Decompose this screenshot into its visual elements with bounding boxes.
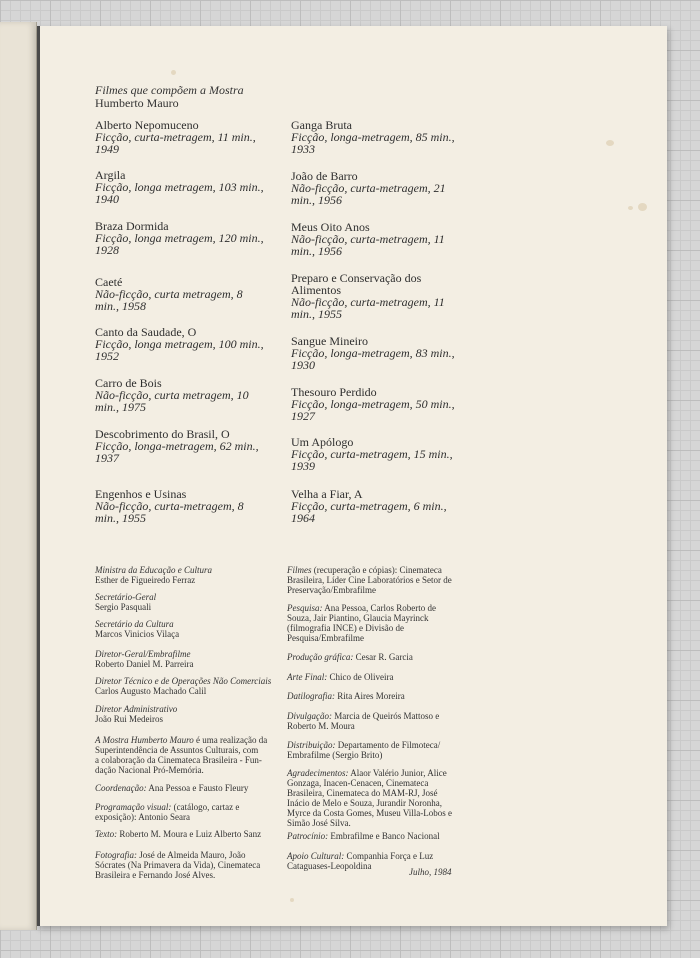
credit-text: Companhia Força e Luz (344, 851, 434, 861)
film-title: Sangue Mineiro (291, 334, 368, 348)
credit-text: Superintendência de Assuntos Culturais, com (95, 745, 259, 755)
credit-role: Coordenação: (95, 783, 147, 793)
credit-name: João Rui Medeiros (95, 714, 163, 724)
credit-text: Ana Pessoa e Fausto Fleury (146, 783, 249, 793)
credit-text: é uma realização da (193, 735, 268, 745)
credit-mostra-statement (95, 735, 267, 775)
credit-diretor-geral (95, 649, 193, 669)
credit-text: Roberto M. Moura (287, 721, 355, 731)
credit-secretario-geral (95, 592, 156, 612)
credit-text: Sócrates (Na Primavera da Vida), Cinemateca (95, 860, 261, 870)
film-title: Descobrimento do Brasil, O (95, 427, 230, 441)
credit-text: exposição): Antonio Seara (95, 812, 190, 822)
credit-name: Esther de Figueiredo Ferraz (95, 575, 196, 585)
credit-text: Brasileira, Líder Cine Laboratórios e Setor de (287, 575, 452, 585)
credit-text: Alaor Valério Junior, Alice (348, 768, 447, 778)
film-title: Meus Oito Anos (291, 220, 370, 234)
credit-filmes (287, 565, 452, 595)
stain-mark (290, 898, 294, 902)
credit-text: José de Almeida Mauro, João (137, 850, 246, 860)
credit-text: (catálogo, cartaz e (171, 802, 240, 812)
credit-role: Diretor Administrativo (95, 704, 178, 714)
stain-mark (628, 206, 633, 210)
film-description: Ficção, curta-metragem, 11 min., (95, 130, 256, 144)
film-description: min., 1975 (95, 400, 146, 414)
credit-text: a colaboração da Cinemateca Brasileira - Fun- (95, 755, 262, 765)
stain-mark (606, 140, 614, 146)
film-description: 1928 (95, 243, 119, 257)
film-title: Velha a Fiar, A (291, 487, 363, 501)
credit-text: Cesar R. Garcia (353, 652, 413, 662)
credit-role: Secretário da Cultura (95, 619, 174, 629)
film-description: 1964 (291, 511, 315, 525)
previous-page-edge (0, 22, 37, 930)
credit-text: Pesquisa/Embrafilme (287, 633, 364, 643)
film-title: João de Barro (291, 169, 358, 183)
film-entry (291, 436, 453, 472)
credit-text: Inácio de Melo e Souza, Jurandir Noronha, (287, 798, 442, 808)
film-description: min., 1958 (95, 299, 146, 313)
film-title: Um Apólogo (291, 435, 354, 449)
credit-name: Carlos Augusto Machado Calil (95, 686, 207, 696)
film-description: Não-ficção, curta-metragem, 11 (291, 295, 445, 309)
credit-text: (filmografia INCE) e Divisão de (287, 623, 404, 633)
credit-role: Secretário-Geral (95, 592, 157, 602)
heading-line-2: Humberto Mauro (95, 96, 179, 110)
credit-distribuicao (287, 740, 440, 760)
credit-role: Patrocínio: (287, 831, 329, 841)
credit-text: dação Nacional Pró-Memória. (95, 765, 204, 775)
page-binding-edge (37, 26, 40, 926)
credit-text: Marcia de Queirós Mattoso e (332, 711, 440, 721)
credit-divulgacao (287, 711, 439, 731)
film-list-heading (95, 84, 244, 110)
film-description: Ficção, longa metragem, 103 min., (95, 180, 264, 194)
film-description: Ficção, longa-metragem, 62 min., (95, 439, 259, 453)
film-description: min., 1956 (291, 244, 342, 258)
film-description: 1940 (95, 192, 119, 206)
film-description: Ficção, longa metragem, 120 min., (95, 231, 264, 245)
film-description: Ficção, curta-metragem, 6 min., (291, 499, 447, 513)
stain-mark (638, 203, 647, 211)
film-description: 1933 (291, 142, 315, 156)
film-entry (291, 488, 447, 524)
credit-agradecimentos (287, 768, 452, 828)
film-title: Engenhos e Usinas (95, 487, 187, 501)
credit-texto (95, 829, 261, 839)
film-description: Ficção, curta-metragem, 15 min., (291, 447, 453, 461)
credit-text: Myrce da Costa Gomes, Museu Villa-Lobos e (287, 808, 453, 818)
credit-coordenacao (95, 783, 248, 793)
film-entry (95, 488, 244, 524)
credit-role: A Mostra Humberto Mauro (95, 735, 194, 745)
film-description: Não-ficção, curta metragem, 10 (95, 388, 249, 402)
film-title: Alberto Nepomuceno (95, 118, 199, 132)
film-title: Thesouro Perdido (291, 385, 377, 399)
film-title: Preparo e Conservação dos (291, 271, 422, 285)
credit-role: Agradecimentos: (287, 768, 349, 778)
film-description: min., 1955 (95, 511, 146, 525)
credit-text: Chico de Oliveira (327, 672, 394, 682)
film-entry (291, 221, 445, 257)
credit-fotografia (95, 850, 260, 880)
film-description: Não-ficção, curta-metragem, 8 (95, 499, 244, 513)
credit-name: Sergio Pasquali (95, 602, 152, 612)
film-description: 1927 (291, 409, 315, 423)
film-entry (95, 428, 259, 464)
stain-mark (171, 70, 176, 75)
credit-text: Brasileira e Fernando José Alves. (95, 870, 216, 880)
credit-role: Texto: (95, 829, 118, 839)
film-description: 1930 (291, 358, 315, 372)
credit-text: Embrafilme (Sergio Brito) (287, 750, 383, 760)
heading-line-1: Filmes que compõem a Mostra (95, 83, 244, 97)
film-description: Ficção, longa metragem, 100 min., (95, 337, 264, 351)
credit-role: Apoio Cultural: (287, 851, 345, 861)
credit-text: Roberto M. Moura e Luiz Alberto Sanz (117, 829, 262, 839)
credit-ministra (95, 565, 212, 585)
credit-role: Diretor-Geral/Embrafilme (95, 649, 191, 659)
film-title: Alimentos (291, 283, 341, 297)
credit-diretor-administrativo (95, 704, 177, 724)
credit-role: Diretor Técnico e de Operações Não Comerciais (95, 676, 272, 686)
credit-role: Arte Final: (287, 672, 328, 682)
film-entry (291, 335, 455, 371)
credit-text: Ana Pessoa, Carlos Roberto de (322, 603, 436, 613)
credit-text: Brasileira, Cinemateca do MAM-RJ, José (287, 788, 438, 798)
credit-text: Simão José Silva. (287, 818, 351, 828)
credit-role: Datilografia: (287, 691, 336, 701)
credit-text: (recuperação e cópias): Cinemateca (311, 565, 442, 575)
film-entry (291, 386, 455, 422)
film-description: Ficção, longa-metragem, 83 min., (291, 346, 455, 360)
credit-role: Fotografia: (95, 850, 137, 860)
film-description: 1949 (95, 142, 119, 156)
credit-text: Embrafilme e Banco Nacional (328, 831, 440, 841)
credit-role: Distribuição: (287, 740, 336, 750)
credit-role: Ministra da Educação e Cultura (95, 565, 212, 575)
publication-date: Julho, 1984 (409, 867, 452, 877)
film-entry (95, 276, 243, 312)
credit-programacao-visual (95, 802, 239, 822)
film-entry (95, 377, 249, 413)
film-description: Não-ficção, curta-metragem, 11 (291, 232, 445, 246)
film-description: Não-ficção, curta-metragem, 21 (291, 181, 446, 195)
credit-producao-grafica (287, 652, 413, 662)
film-description: min., 1956 (291, 193, 342, 207)
credit-datilografia (287, 691, 405, 701)
film-title: Canto da Saudade, O (95, 325, 197, 339)
film-entry (95, 326, 264, 362)
film-description: Ficção, longa-metragem, 50 min., (291, 397, 455, 411)
film-description: 1939 (291, 459, 315, 473)
credit-text: Souza, Jair Piantino, Glaucia Mayrinck (287, 613, 429, 623)
film-title: Ganga Bruta (291, 118, 352, 132)
credit-secretario-cultura (95, 619, 179, 639)
credit-name: Roberto Daniel M. Parreira (95, 659, 194, 669)
credit-role: Filmes (287, 565, 312, 575)
film-description: 1952 (95, 349, 119, 363)
credit-pesquisa (287, 603, 436, 643)
credit-name: Marcos Vinicios Vilaça (95, 629, 180, 639)
credit-role: Pesquisa: (287, 603, 323, 613)
film-title: Braza Dormida (95, 219, 169, 233)
film-entry (291, 119, 455, 155)
credit-text: Preservação/Embrafilme (287, 585, 376, 595)
credit-role: Programação visual: (95, 802, 172, 812)
credit-role: Produção gráfica: (287, 652, 354, 662)
credit-text: Gonzaga, Inacen-Cenacen, Cinemateca (287, 778, 429, 788)
film-entry (95, 119, 256, 155)
film-title: Caeté (95, 275, 123, 289)
credit-role: Divulgação: (287, 711, 332, 721)
credit-text: Departamento de Filmoteca/ (335, 740, 441, 750)
credit-diretor-tecnico (95, 676, 271, 696)
film-entry (291, 272, 445, 320)
film-entry (291, 170, 446, 206)
film-description: min., 1955 (291, 307, 342, 321)
credit-text: Cataguases-Leopoldina (287, 861, 372, 871)
film-description: Ficção, longa-metragem, 85 min., (291, 130, 455, 144)
credit-text: Rita Aires Moreira (335, 691, 405, 701)
film-entry (95, 220, 264, 256)
film-description: Não-ficção, curta metragem, 8 (95, 287, 243, 301)
film-description: 1937 (95, 451, 119, 465)
credit-arte-final (287, 672, 393, 682)
film-title: Argila (95, 168, 126, 182)
film-entry (95, 169, 264, 205)
film-title: Carro de Bois (95, 376, 162, 390)
credit-patrocinio (287, 831, 440, 841)
